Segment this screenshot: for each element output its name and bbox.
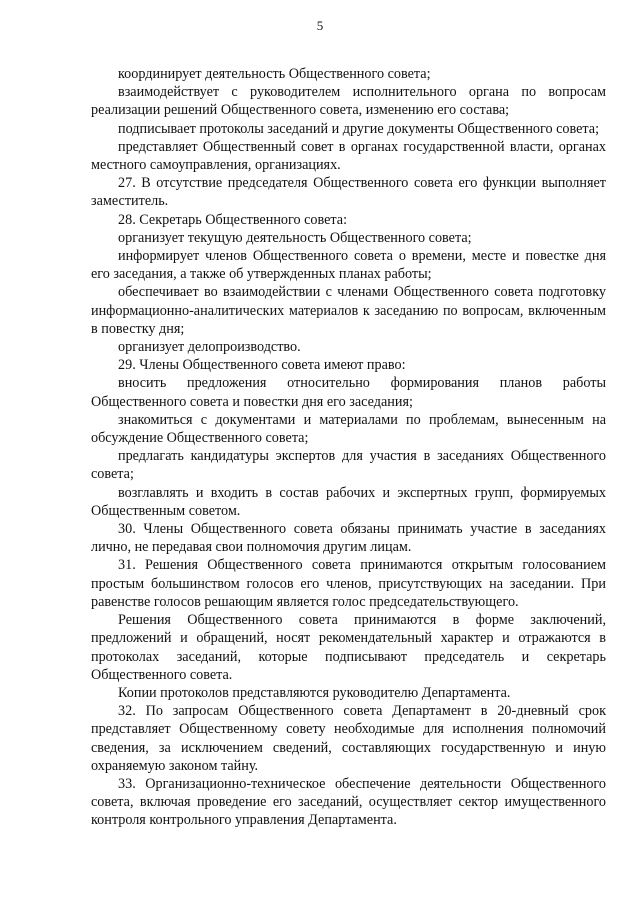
paragraph: вносить предложения относительно формирования планов работы Общественного совета и повестки дня его заседания; bbox=[91, 375, 606, 410]
paragraph: Копии протоколов представляются руководителю Департамента. bbox=[118, 684, 511, 701]
paragraph: взаимодействует с руководителем исполнительного органа по вопросам реализации решений Общественного совета, изменению его состава; bbox=[91, 84, 606, 119]
paragraph: информирует членов Общественного совета о времени, месте и повестке дня его заседания, а также об утвержденных планах работы; bbox=[91, 248, 606, 283]
paragraph: Решения Общественного совета принимаются в форме заключений, предложений и обращений, носят рекомендательный характер и отражаются в протоколах заседаний, которые подписывают председатель и секретарь Общественного совета. bbox=[91, 612, 606, 683]
paragraph: 27. В отсутствие председателя Общественного совета его функции выполняет заместитель. bbox=[91, 175, 606, 210]
paragraph: 33. Организационно-техническое обеспечение деятельности Общественного совета, включая проведение его заседаний, осуществляет сектор имущественного контроля контрольного управления Департамента. bbox=[91, 775, 606, 829]
paragraph: координирует деятельность Общественного совета; bbox=[118, 66, 431, 82]
page-number: 5 bbox=[316, 18, 324, 33]
paragraph: возглавлять и входить в состав рабочих и экспертных групп, формируемых Общественным советом. bbox=[91, 484, 606, 519]
paragraph: предлагать кандидатуры экспертов для участия в заседаниях Общественного совета; bbox=[91, 448, 606, 483]
paragraph: организует делопроизводство. bbox=[118, 339, 301, 356]
paragraph: представляет Общественный совет в органах государственной власти, органах местного самоуправления, организациях. bbox=[91, 138, 606, 174]
paragraph: обеспечивает во взаимодействии с членами Общественного совета подготовку информационно-аналитических материалов к заседанию по вопросам, включенным в повестку дня; bbox=[91, 284, 606, 337]
document-body bbox=[91, 65, 606, 830]
paragraph: 32. По запросам Общественного совета Департамент в 20-дневный срок представляет Общественному совету необходимые для исполнения полномочий сведения, за исключением сведений, составляющих государственную и иную охраняемую законом тайну. bbox=[91, 703, 606, 774]
paragraph: 29. Члены Общественного совета имеют право: bbox=[118, 357, 406, 374]
paragraph: подписывает протоколы заседаний и другие документы Общественного совета; bbox=[118, 120, 600, 137]
paragraph: организует текущую деятельность Общественного совета; bbox=[118, 229, 472, 246]
paragraph: 28. Секретарь Общественного совета: bbox=[118, 211, 348, 228]
paragraph: знакомиться с документами и материалами по проблемам, вынесенным на обсуждение Общественного совета; bbox=[91, 411, 606, 447]
paragraph: 30. Члены Общественного совета обязаны принимать участие в заседаниях лично, не передавая свои полномочия другим лицам. bbox=[91, 521, 606, 556]
paragraph: 31. Решения Общественного совета принимаются открытым голосованием простым большинством голосов его членов, присутствующих на заседании. При равенстве голосов решающим является голос председательствующего. bbox=[91, 557, 606, 610]
